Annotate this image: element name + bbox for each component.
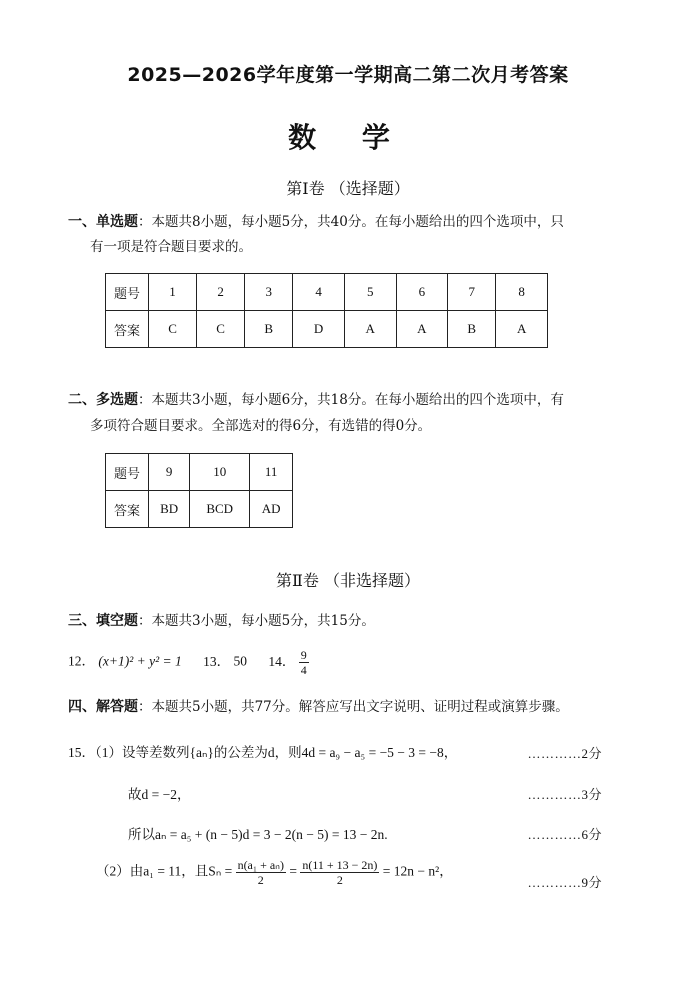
q15-part1-label: （1） bbox=[95, 745, 122, 760]
q15-line2-score: …………3分 bbox=[527, 787, 602, 802]
q15-line4-suffix: = 12n − n²， bbox=[382, 863, 453, 879]
q13-answer: 50 bbox=[233, 653, 248, 669]
table-row bbox=[106, 311, 548, 348]
answer-cell: BCD bbox=[190, 491, 250, 528]
q15-line3: 所以aₙ = a₅ + (n − 5)d = 3 − 2(n − 5) = 13 − 2n. bbox=[128, 827, 388, 842]
question-number: 4 bbox=[293, 274, 345, 311]
question-number: 3 bbox=[245, 274, 293, 311]
answer-cell: A bbox=[344, 311, 396, 348]
subject-title: 数 学 bbox=[288, 121, 408, 154]
fraction-numerator: n(11 + 13 − 2n) bbox=[302, 858, 378, 872]
q14-numerator: 9 bbox=[300, 648, 307, 662]
section3-desc-line bbox=[68, 609, 375, 634]
answer-cell: C bbox=[197, 311, 245, 348]
section1-desc: ：本题共8小题，每小题5分，共40分。在每小题给出的四个选项中，只 bbox=[138, 214, 564, 230]
answer-cell: A bbox=[396, 311, 448, 348]
fill-in-answers bbox=[68, 648, 309, 677]
answer-cell: B bbox=[448, 311, 496, 348]
q12-label: 12． bbox=[68, 653, 95, 669]
section2-heading: 二、多选题 bbox=[68, 392, 138, 408]
answer-cell: B bbox=[245, 311, 293, 348]
q15-label: 15． bbox=[68, 745, 95, 760]
question-number: 2 bbox=[197, 274, 245, 311]
q15-part2-label: （2） bbox=[96, 863, 130, 879]
row-label-question: 题号 bbox=[106, 454, 149, 491]
q14-label: 14． bbox=[268, 653, 296, 669]
question-number: 6 bbox=[396, 274, 448, 311]
answer-cell: D bbox=[293, 311, 345, 348]
q15-line1: 设等差数列{aₙ}的公差为d，则4d = a₉ − a₅ = −5 − 3 = −8， bbox=[122, 745, 458, 760]
part1-title: 第Ⅰ卷 （选择题） bbox=[286, 179, 410, 198]
question-number: 10 bbox=[190, 454, 250, 491]
fraction-denominator: 2 bbox=[336, 873, 343, 887]
q14-denominator: 4 bbox=[300, 663, 307, 677]
q15-part2-line: （2）由a₁ = 11，且Sₙ = $\frac{\text{n(a₁ + aₙ)}}{2}$ = $\frac{n(11 + 13 - 2n)}{2}$ = 12n − n²， bbox=[96, 858, 453, 887]
q15-fraction-2 bbox=[300, 858, 379, 887]
section1-heading: 一、单选题 bbox=[68, 214, 138, 230]
section2-desc-line1 bbox=[68, 388, 564, 413]
section4-desc: ：本题共5小题，共77分。解答应写出文字说明、证明过程或演算步骤。 bbox=[138, 699, 569, 715]
question-number: 9 bbox=[149, 454, 190, 491]
section2-desc: ：本题共3小题，每小题6分，共18分。在每小题给出的四个选项中，有 bbox=[138, 392, 564, 408]
single-choice-answer-table bbox=[105, 273, 548, 348]
row-label-answer: 答案 bbox=[106, 311, 149, 348]
section3-heading: 三、填空题 bbox=[68, 613, 138, 629]
question-number: 5 bbox=[344, 274, 396, 311]
document-title: 2025—2026学年度第一学期高二第二次月考答案 bbox=[127, 64, 569, 86]
table-row bbox=[106, 491, 293, 528]
table-row bbox=[106, 274, 548, 311]
answer-cell: BD bbox=[149, 491, 190, 528]
q15-line1-score: …………2分 bbox=[527, 746, 602, 761]
question-number: 7 bbox=[448, 274, 496, 311]
row-label-question: 题号 bbox=[106, 274, 149, 311]
fraction-numerator: n(a₁ + aₙ) bbox=[237, 858, 284, 872]
section1-desc-line1 bbox=[68, 210, 564, 235]
q12-answer: (x+1)² + y² = 1 bbox=[98, 653, 182, 669]
section4-desc-line bbox=[68, 695, 569, 720]
question-number: 11 bbox=[250, 454, 293, 491]
part2-title: 第Ⅱ卷 （非选择题） bbox=[276, 571, 420, 590]
q14-fraction bbox=[299, 648, 309, 677]
q15-fraction-1 bbox=[236, 858, 286, 887]
q15-line4-score: …………9分 bbox=[527, 875, 602, 890]
table-row bbox=[106, 454, 293, 491]
question-number: 8 bbox=[496, 274, 548, 311]
q13-label: 13． bbox=[203, 653, 231, 669]
question-number: 1 bbox=[149, 274, 197, 311]
q15-line4-prefix: 由a₁ = 11，且Sₙ = bbox=[129, 863, 233, 879]
q15-line2: 故d = −2， bbox=[128, 787, 191, 802]
q15-line3-score: …………6分 bbox=[527, 827, 602, 842]
answer-cell: C bbox=[149, 311, 197, 348]
answer-cell: AD bbox=[250, 491, 293, 528]
q15-part1-line bbox=[68, 741, 457, 761]
answer-cell: A bbox=[496, 311, 548, 348]
row-label-answer: 答案 bbox=[106, 491, 149, 528]
section4-heading: 四、解答题 bbox=[68, 699, 138, 715]
multi-choice-answer-table bbox=[105, 453, 293, 528]
section1-desc-line2: 有一项是符合题目要求的。 bbox=[90, 239, 252, 255]
fraction-denominator: 2 bbox=[257, 873, 264, 887]
section3-desc: ：本题共3小题，每小题5分，共15分。 bbox=[138, 613, 375, 629]
section2-desc-line2: 多项符合题目要求。全部选对的得6分，有选错的得0分。 bbox=[90, 418, 432, 434]
